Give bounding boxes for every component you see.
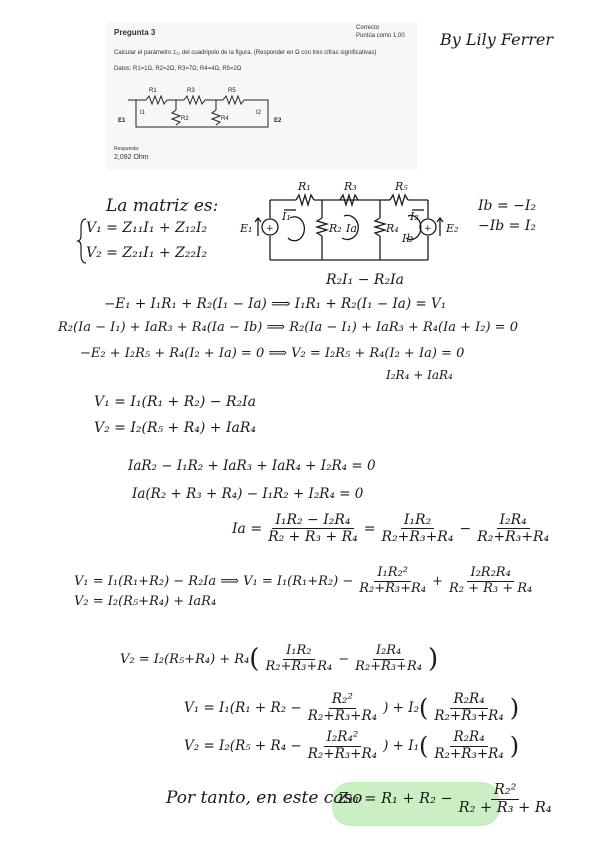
signature: By Lily Ferrer [440,30,553,49]
ib-eq-2: −Ib = I₂ [478,218,536,234]
hc-r1-label: R₁ [298,180,311,193]
answer-label: Respuesta: [114,146,140,152]
z11-result: Z₁₁ = R₁ + R₂ − $\frac{\text{R₂²}}{\text{R₂ + R₃ + R₄}}$ [338,782,558,816]
w1-frac-2: $\frac{\text{I₂R₂R₄}}{\text{R₂ + R₃ + R₄}}$ [448,565,533,596]
question-statement: Calcular el parámetro z₁₁ del cuadripolo de la figura. (Responder en Ω con tres cifras significativas) [114,50,377,56]
matrix-eq-2: V₂ = Z₂₁I₁ + Z₂₂I₂ [86,245,208,261]
hc-i2-label: I₂ [410,210,419,223]
card-r4-label: R4 [221,116,229,122]
v2-final: V₂ = I₂(R₅ + R₄ − $\frac{\text{I₂R₄²}}{\text{R₂+R₃+R₄}}$ ) + I₁ ( $\frac{\text{R₂R₄}}{\text{R₂+R₃+R₄}}$ ) [184,729,520,762]
status-text: Correcto [356,25,380,31]
ia-frac-1: $\frac{\text{I₁R₂ − I₂R₄}}{\text{R₂ + R₃ + R₄}}$ [268,512,358,546]
card-i1-label: I1 [140,110,146,116]
y1-frac-1: $\frac{\text{R₂²}}{\text{R₂+R₃+R₄}}$ [307,691,378,724]
card-r5-label: R5 [228,88,236,94]
hc-r3-label: R₃ [344,180,357,193]
z11-frac: $\frac{\text{R₂²}}{\text{R₂ + R₃ + R₄}}$ [458,782,552,816]
hand-circuit [240,178,470,270]
mesh-eq-3: −E₂ + I₂R₅ + R₄(I₂ + Ia) = 0 ⟹ V₂ = I₂R₅ + R₄(I₂ + Ia) = 0 [80,346,465,361]
ia-frac-3: $\frac{\text{I₂R₄}}{\text{R₂+R₃+R₄}}$ [477,512,550,546]
card-i2-label: I2 [256,110,262,116]
solve-ia-eq-1: IaR₂ − I₁R₂ + IaR₃ + IaR₄ + I₂R₄ = 0 [128,458,376,474]
matrix-eq-1: V₁ = Z₁₁I₁ + Z₁₂I₂ [86,220,208,236]
ia-expression: Ia = $\frac{\text{I₁R₂ − I₂R₄}}{\text{R₂ + R₃ + R₄}}$ = $\frac{\text{I₁R₂}}{\text{R₂+R₃+R₄}}$ − $\frac{\text{I₂R₄}}{\text{R₂+R₃+R₄}}$ [232,512,555,545]
answer-value: 2,092 Ohm [114,154,149,161]
aside-expression: R₂I₁ − R₂Ia [326,272,404,288]
question-data: Datos: R1=1Ω, R2=2Ω, R3=7Ω, R4=4Ω, R5=2Ω [114,66,242,72]
hc-i1-label: I₁ [282,210,291,223]
card-r2-label: R2 [181,116,189,122]
conclusion-text: Por tanto, en este caso [166,788,363,808]
hc-e1-label: E₁ [240,222,253,235]
y1-frac-2: $\frac{\text{R₂R₄}}{\text{R₂+R₃+R₄}}$ [434,691,504,724]
v1-substitution: V₁ = I₁(R₁+R₂) − R₂Ia ⟹ V₁ = I₁(R₁+R₂) − $\frac{\text{I₁R₂²}}{\text{R₂+R₃+R₄}}$ + $\frac{\text{I₂R₂R₄}}{\text{R₂ + R₃ + R₄}}$ [74,566,538,597]
card-e1-label: E1 [118,118,126,124]
card-e2-label: E2 [274,118,282,124]
ia-frac-2: $\frac{\text{I₁R₂}}{\text{R₂+R₃+R₄}}$ [381,512,454,546]
ia-lhs: Ia = [232,520,263,537]
problem-card [106,22,418,170]
mesh-eq-2: R₂(Ia − I₁) + IaR₃ + R₄(Ia − Ib) ⟹ R₂(Ia − I₁) + IaR₃ + R₄(Ia + I₂) = 0 [58,320,518,335]
question-title: Pregunta 3 [114,28,156,37]
y2-frac-1: $\frac{\text{I₂R₄²}}{\text{R₂+R₃+R₄}}$ [307,729,378,762]
score-text: Puntúa como 1,00 [356,33,405,39]
x1-frac-2: $\frac{\text{I₂R₄}}{\text{R₂+R₃+R₄}}$ [355,643,422,674]
card-r1-label: R1 [149,88,157,94]
hc-r2-label: R₂ [329,222,342,235]
v1-final: V₁ = I₁(R₁ + R₂ − $\frac{\text{R₂²}}{\text{R₂+R₃+R₄}}$ ) + I₂ ( $\frac{\text{R₂R₄}}{\text{R₂+R₃+R₄}}$ ) [184,691,520,724]
solve-ia-eq-2: Ia(R₂ + R₃ + R₄) − I₁R₂ + I₂R₄ = 0 [132,486,364,502]
svg-text:+: + [266,224,274,234]
card-circuit [106,22,418,170]
v2-substitution: V₂ = I₂(R₅+R₄) + R₄ ( $\frac{\text{I₁R₂}}{\text{R₂+R₃+R₄}}$ − $\frac{\text{I₂R₄}}{\text{R₂+R₃+R₄}}$ ) [120,643,439,675]
hc-r4-label: R₄ [386,222,399,235]
hc-ib-label: Ib [402,232,414,245]
mesh-eq-1: −E₁ + I₁R₁ + R₂(I₁ − Ia) ⟹ I₁R₁ + R₂(I₁ − Ia) = V₁ [104,296,447,312]
v2-restated: V₂ = I₂(R₅+R₄) + IaR₄ [74,594,217,609]
card-r3-label: R3 [187,88,195,94]
matrix-intro: La matriz es: [106,196,219,216]
v2-eq: V₂ = I₂(R₅ + R₄) + IaR₄ [94,420,257,436]
w1-frac-1: $\frac{\text{I₁R₂²}}{\text{R₂+R₃+R₄}}$ [359,565,427,596]
svg-text:+: + [424,224,432,234]
x1-frac-1: $\frac{\text{I₁R₂}}{\text{R₂+R₃+R₄}}$ [265,643,333,674]
mesh-eq-3-expansion: I₂R₄ + IaR₄ [386,368,453,382]
hc-e2-label: E₂ [446,222,459,235]
y2-frac-2: $\frac{\text{R₂R₄}}{\text{R₂+R₃+R₄}}$ [434,729,504,762]
hc-r5-label: R₅ [395,180,408,193]
v1-eq: V₁ = I₁(R₁ + R₂) − R₂Ia [94,394,257,410]
ib-eq-1: Ib = −I₂ [478,198,536,214]
hc-ia-label: Ia [346,222,357,235]
